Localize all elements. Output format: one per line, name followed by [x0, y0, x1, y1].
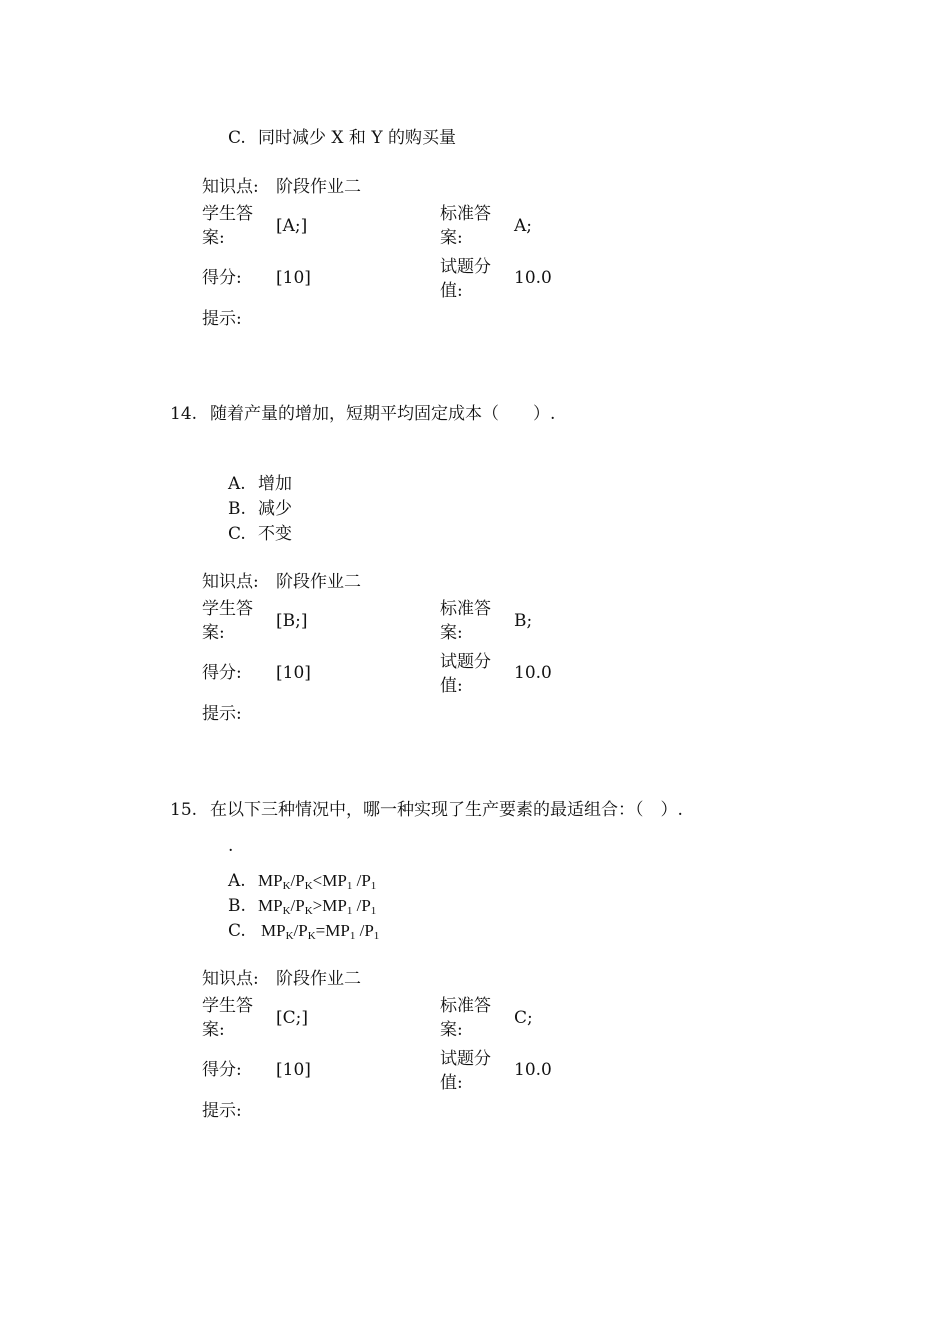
q15-points-value: 10.0: [514, 1060, 552, 1080]
q15-option-c: C. $MP_K/P_K=MP_1$ $/P_1$: [228, 921, 380, 942]
q15-student-answer-label: 学生答 案:: [202, 996, 253, 1040]
q15-dot: .: [228, 836, 234, 856]
q13-knowledge-value: 阶段作业二: [276, 177, 361, 197]
q15-option-b: B. $MP_K/P_K>MP_1$ $/P_1$: [228, 896, 377, 917]
q15-question: [170, 798, 683, 822]
q14-standard-answer-label: 标准答 案:: [440, 599, 491, 643]
q13-standard-answer-value: A;: [514, 216, 533, 236]
q15-option-c-formula: $MP_K/P_K=MP_1$ $/P_1$: [261, 921, 380, 942]
q15-option-b-formula: $MP_K/P_K>MP_1$ $/P_1$: [258, 896, 377, 917]
q14-question-text: 随着产量的增加，短期平均固定成本（ ）.: [210, 404, 556, 424]
q14-option-a: A. 增加: [228, 474, 292, 494]
q15-score-label: 得分:: [202, 1060, 242, 1080]
q15-option-a: A. $MP_K/P_K<MP_1$ $/P_1$: [228, 871, 377, 892]
q14-question: [170, 402, 555, 426]
q15-standard-answer-label: 标准答 案:: [440, 996, 491, 1040]
q14-standard-answer-value: B;: [514, 611, 533, 631]
q15-points-label: 试题分 值:: [440, 1049, 491, 1093]
q15-score-value: [10]: [276, 1060, 311, 1080]
q15-knowledge-label: 知识点:: [202, 969, 259, 989]
q13-standard-answer-label: 标准答 案:: [440, 204, 491, 248]
q13-student-answer-value: [A;]: [276, 216, 308, 236]
q13-option-c: C. 同时减少 X 和 Y 的购买量: [228, 128, 456, 148]
q13-points-label: 试题分 值:: [440, 257, 491, 301]
q14-knowledge-label: 知识点:: [202, 572, 259, 592]
q13-score-value: [10]: [276, 268, 311, 288]
q14-score-label: 得分:: [202, 663, 242, 683]
q15-student-answer-value: [C;]: [276, 1008, 308, 1028]
q14-points-value: 10.0: [514, 663, 552, 683]
q14-option-b: B. 减少: [228, 499, 292, 519]
q15-standard-answer-value: C;: [514, 1008, 533, 1028]
q15-option-a-formula: $MP_K/P_K<MP_1$ $/P_1$: [258, 871, 377, 892]
q13-student-answer-label: 学生答 案:: [202, 204, 253, 248]
q14-option-c: C. 不变: [228, 524, 292, 544]
q14-knowledge-value: 阶段作业二: [276, 572, 361, 592]
q14-hint-label: 提示:: [202, 704, 242, 724]
q15-hint-label: 提示:: [202, 1101, 242, 1121]
q14-student-answer-value: [B;]: [276, 611, 308, 631]
q14-student-answer-label: 学生答 案:: [202, 599, 253, 643]
q15-number: 15.: [170, 800, 198, 820]
q13-points-value: 10.0: [514, 268, 552, 288]
q13-hint-label: 提示:: [202, 309, 242, 329]
q14-points-label: 试题分 值:: [440, 652, 491, 696]
q13-score-label: 得分:: [202, 268, 242, 288]
q15-question-text: 在以下三种情况中，哪一种实现了生产要素的最适组合：（ ）.: [210, 800, 683, 820]
q14-score-value: [10]: [276, 663, 311, 683]
q13-knowledge-label: 知识点:: [202, 177, 259, 197]
q15-knowledge-value: 阶段作业二: [276, 969, 361, 989]
q14-number: 14.: [170, 404, 198, 424]
